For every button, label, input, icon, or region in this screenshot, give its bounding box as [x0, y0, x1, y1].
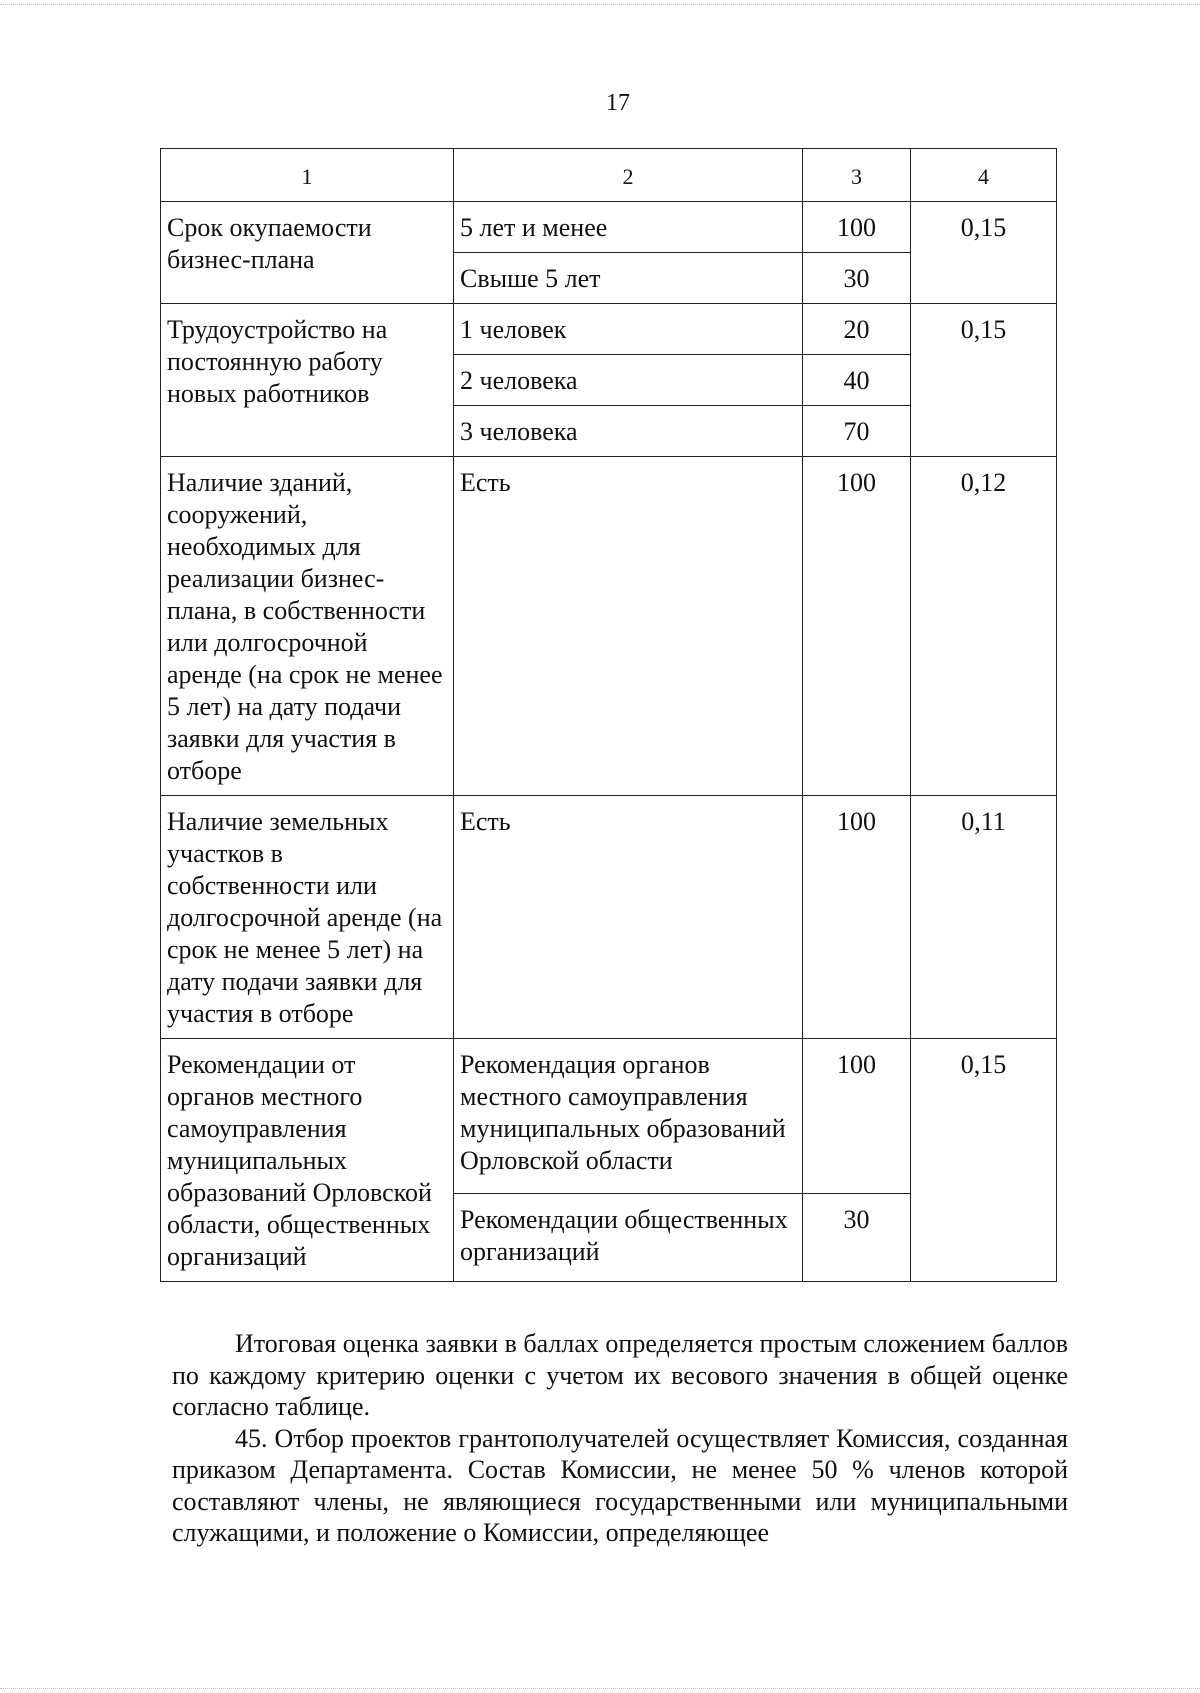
scan-edge-bottom	[0, 1688, 1200, 1691]
option-cell: 3 человека	[454, 406, 803, 457]
column-header: 2	[454, 149, 803, 202]
criterion-cell: Наличие зданий, сооружений, необходимых для реализации бизнес-плана, в собственности или долгосрочной аренде (на срок не менее 5 лет) на дату подачи заявки для участия в отборе	[161, 457, 454, 796]
weight-cell: 0,15	[911, 304, 1057, 457]
score-cell: 100	[803, 1039, 911, 1194]
column-header: 3	[803, 149, 911, 202]
option-cell: 2 человека	[454, 355, 803, 406]
score-cell: 30	[803, 1194, 911, 1282]
column-header: 1	[161, 149, 454, 202]
paragraph: Итоговая оценка заявки в баллах определяется простым сложением баллов по каждому критерию оценки с учетом их весового значения в общей оценке согласно таблице.	[172, 1329, 1068, 1421]
score-cell: 100	[803, 796, 911, 1039]
option-cell: 5 лет и менее	[454, 202, 803, 253]
criterion-cell: Рекомендации от органов местного самоуправления муниципальных образований Орловской области, общественных организаций	[161, 1039, 454, 1282]
option-cell: Есть	[454, 796, 803, 1039]
score-cell: 20	[803, 304, 911, 355]
scan-edge-top	[0, 4, 1200, 7]
criterion-cell: Срок окупаемости бизнес-плана	[161, 202, 454, 304]
weight-cell: 0,11	[911, 796, 1057, 1039]
table-row	[161, 304, 1057, 355]
option-cell: Рекомендации общественных организаций	[454, 1194, 803, 1282]
weight-cell: 0,15	[911, 1039, 1057, 1282]
criterion-cell: Наличие земельных участков в собственности или долгосрочной аренде (на срок не менее 5 лет) на дату подачи заявки для участия в отборе	[161, 796, 454, 1039]
table-row	[161, 796, 1057, 1039]
table-row	[161, 457, 1057, 796]
table-header-row	[161, 149, 1057, 202]
score-cell: 70	[803, 406, 911, 457]
score-cell: 100	[803, 457, 911, 796]
option-cell: Рекомендация органов местного самоуправления муниципальных образований Орловской области	[454, 1039, 803, 1194]
weight-cell: 0,12	[911, 457, 1057, 796]
body-text	[172, 1328, 1068, 1549]
criterion-cell: Трудоустройство на постоянную работу новых работников	[161, 304, 454, 457]
option-cell: 1 человек	[454, 304, 803, 355]
criteria-table	[160, 148, 1057, 1282]
paragraph: 45. Отбор проектов грантополучателей осуществляет Комиссия, созданная приказом Департамента. Состав Комиссии, не менее 50 % членов которой составляют члены, не являющиеся государственными или муниципальными служащими, и положение о Комиссии, определяющее	[172, 1423, 1068, 1547]
score-cell: 100	[803, 202, 911, 253]
score-cell: 30	[803, 253, 911, 304]
score-cell: 40	[803, 355, 911, 406]
option-cell: Есть	[454, 457, 803, 796]
column-header: 4	[911, 149, 1057, 202]
option-cell: Свыше 5 лет	[454, 253, 803, 304]
weight-cell: 0,15	[911, 202, 1057, 304]
table-row	[161, 1039, 1057, 1194]
page-number: 17	[606, 90, 630, 116]
table-row	[161, 202, 1057, 253]
